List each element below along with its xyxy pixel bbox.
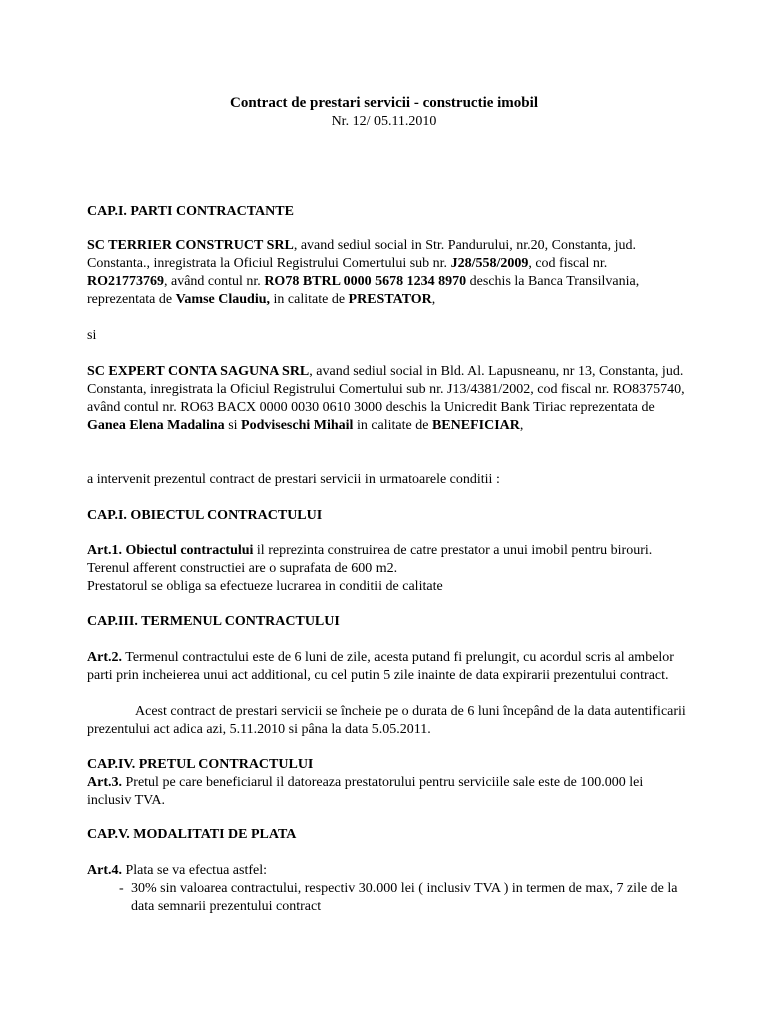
party1-text-2: , cod fiscal nr. [528,256,608,271]
intro-text: a intervenit prezentul contract de prestari servicii in urmatoarele conditii : [87,472,500,487]
party2-name: SC EXPERT CONTA SAGUNA SRL [87,364,310,379]
party1-cif: RO21773769 [87,274,164,289]
party2-text-3: in calitate de [353,418,432,433]
party1-text-6: , [431,292,436,307]
party2-representative-2: Podviseschi Mihail [241,418,354,433]
art1-paragraph [87,542,687,596]
art2-text: Termenul contractului este de 6 luni de zile, acesta putand fi prelungit, cu acordul scris al ambelor parti prin incheierea unui act additional, cu cel putin 5 zile inainte de data expirarii prezentului contract. [87,650,674,683]
si-connector: si [87,328,97,343]
art3-paragraph [87,774,687,810]
party1-text-4: deschis la Banca Transilvania, reprezentata de [87,274,640,307]
party1-paragraph [87,237,687,309]
art1-text: il reprezinta construirea de catre prestator a unui imobil pentru birouri. Terenul afferent constructiei are o suprafata de 600 m2. [87,543,653,576]
party2-representative-1: Ganea Elena Madalina [87,418,225,433]
art4-label: Art.4. [87,863,122,878]
payment-item-1 [119,880,691,916]
art2-paragraph [87,649,687,685]
party2-paragraph [87,363,687,435]
party2-text-1: , avand sediul social in Bld. Al. Lapusneanu, nr 13, Constanta, jud. Constanta, inregistrata la Oficiul Registrului Comertului sub nr. J13/4381/2002, cod fiscal nr. RO8375740, având contul nr. RO63 BACX 0000 0030 0610 3000 deschis la Unicredit Bank Tiriac reprezentata de [87,364,685,415]
cap-obiect-heading: CAP.I. OBIECTUL CONTRACTULUI [87,508,323,523]
party1-text-1: , avand sediul social in Str. Pandurului, nr.20, Constanta, jud. Constanta., inregistrata la Oficiul Registrului Comertului sub nr. [87,238,637,271]
art2-label: Art.2. [87,650,122,665]
cap5-heading: CAP.V. MODALITATI DE PLATA [87,827,297,842]
party1-account: RO78 BTRL 0000 5678 1234 8970 [264,274,467,289]
party1-reg-no: J28/558/2009 [450,256,529,271]
cap4-heading: CAP.IV. PRETUL CONTRACTULUI [87,757,314,772]
art2-paragraph-2: Acest contract de prestari servicii se încheie pe o durata de 6 luni începând de la data autentificarii prezentului act adica azi, 5.11.2010 si pâna la data 5.05.2011. [87,704,686,737]
art4-text: Plata se va efectua astfel: [122,863,267,878]
party2-text-2: si [224,418,242,433]
art3-text: Pretul pe care beneficiarul il datoreaza prestatorului pentru serviciile sale este de 100.000 lei inclusiv TVA. [87,775,644,808]
party1-representative: Vamse Claudiu, [175,292,271,307]
party1-role: PRESTATOR [348,292,432,307]
party1-name: SC TERRIER CONSTRUCT SRL [87,238,294,253]
art4-paragraph [87,862,687,880]
art1-text-2: Prestatorul se obliga sa efectueze lucrarea in conditii de calitate [87,579,443,594]
contract-number: Nr. 12/ 05.11.2010 [331,114,437,129]
party1-text-3: , având contul nr. [164,274,265,289]
list-dash: - [119,881,124,896]
art1-label: Art.1. Obiectul contractului [87,543,254,558]
cap3-heading: CAP.III. TERMENUL CONTRACTULUI [87,614,340,629]
cap1-heading: CAP.I. PARTI CONTRACTANTE [87,204,294,219]
art3-label: Art.3. [87,775,122,790]
payment-item-1-text: 30% sin valoarea contractului, respectiv 30.000 lei ( inclusiv TVA ) in termen de max, 7 zile de la data semnarii prezentului contract [131,881,678,914]
party1-text-5: in calitate de [270,292,349,307]
party2-role: BENEFICIAR [431,418,520,433]
party2-text-4: , [519,418,524,433]
document-title: Contract de prestari servicii - constructie imobil [230,95,538,111]
